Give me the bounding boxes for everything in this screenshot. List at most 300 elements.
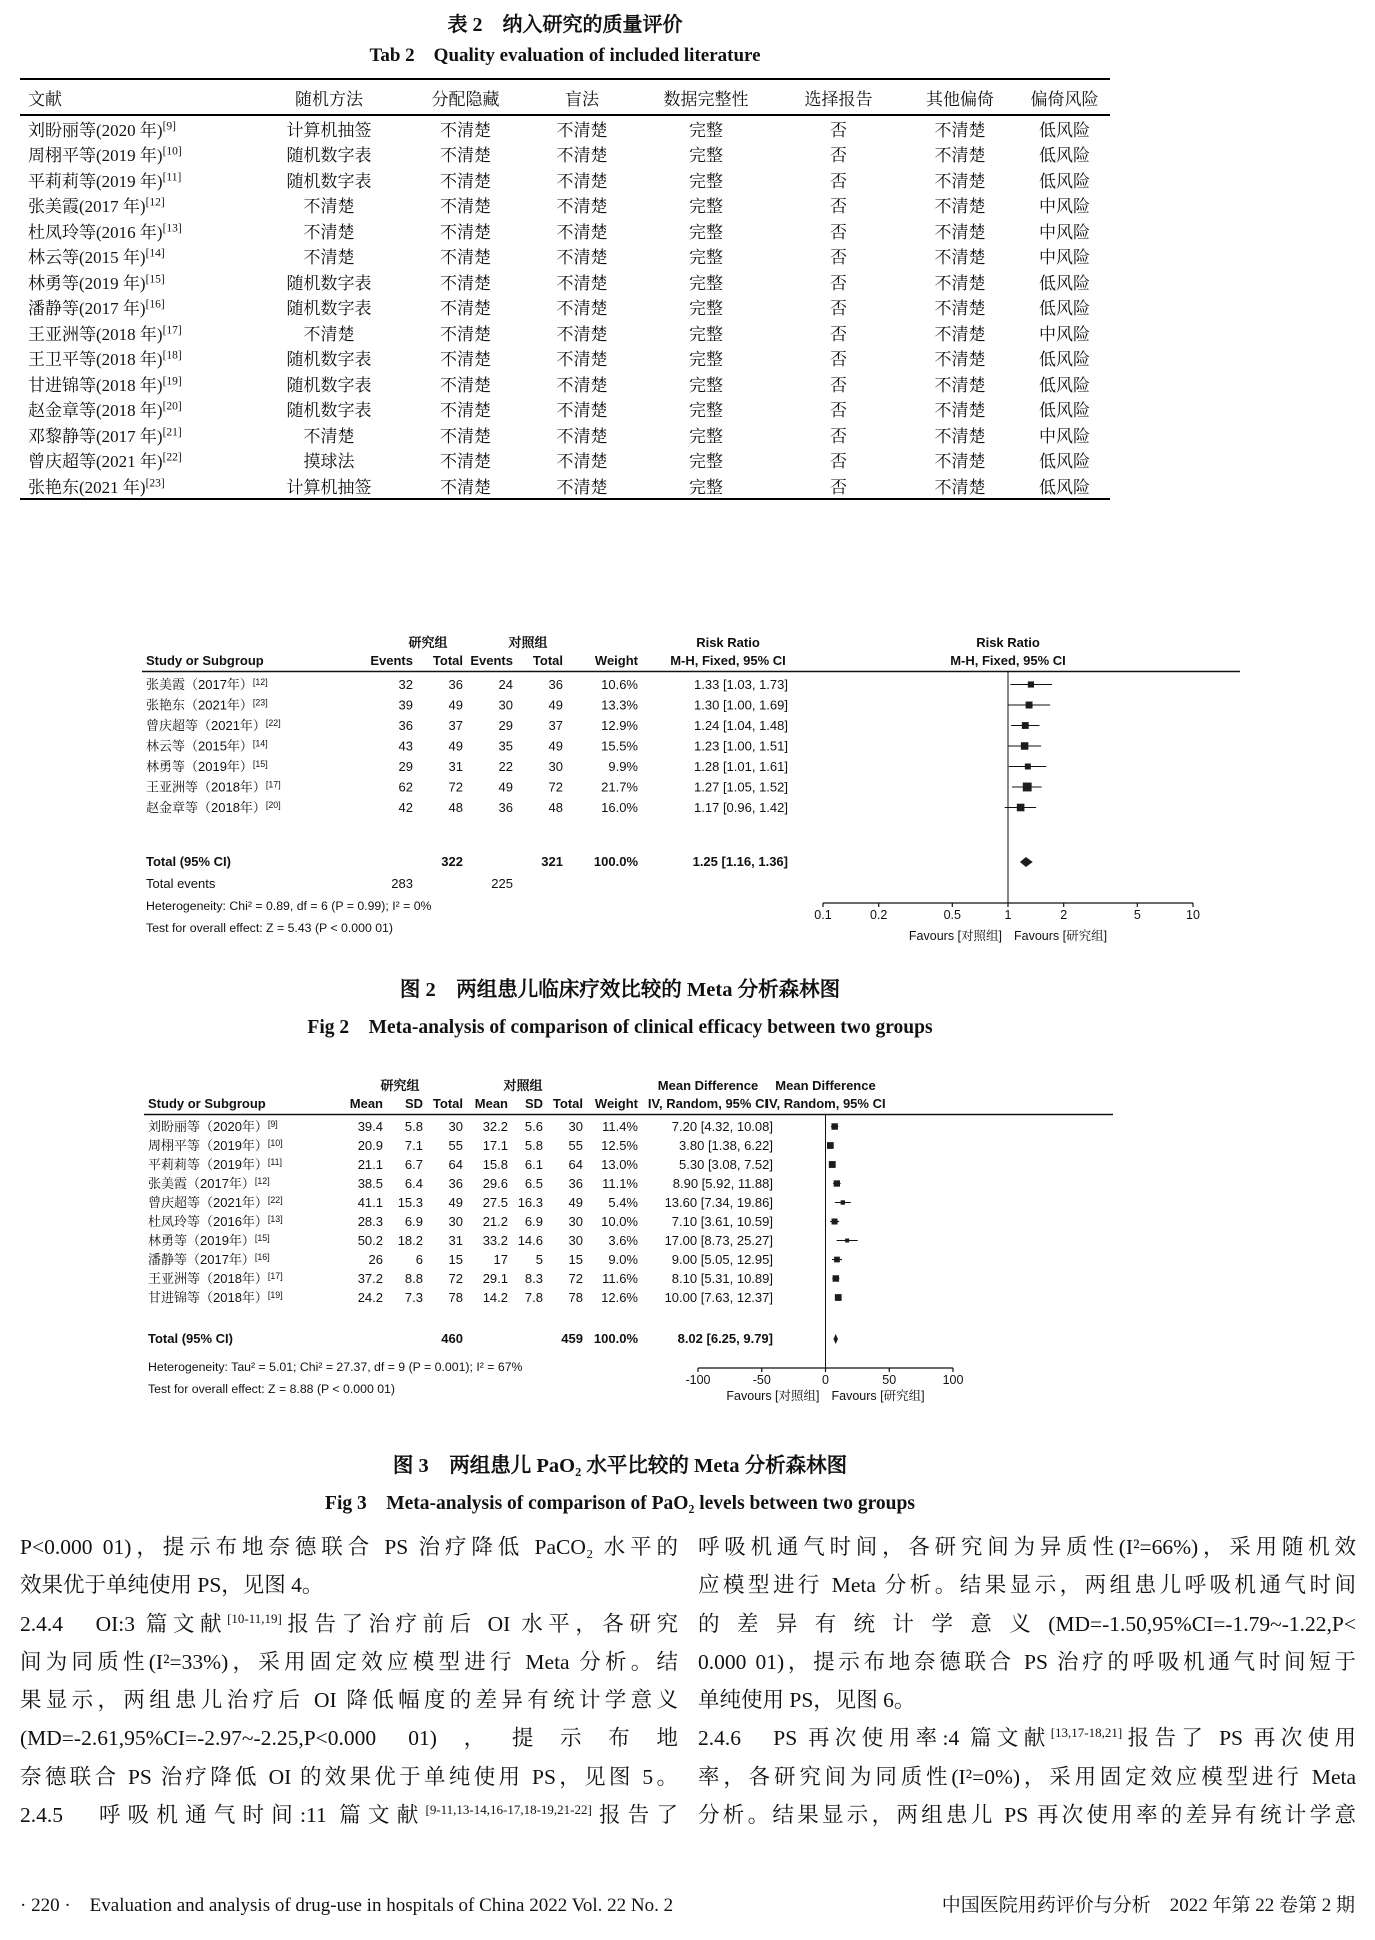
cell-value: 72 — [568, 1271, 583, 1286]
table-cell: 不清楚 — [440, 477, 491, 497]
table-cell: 不清楚 — [934, 197, 986, 217]
study-citation: 刘盼丽等(2020 年)[9] — [28, 120, 176, 140]
column-header: M-H, Fixed, 95% CI — [670, 653, 786, 668]
estimate-ci-value: 7.20 [4.32, 10.08] — [671, 1119, 773, 1134]
cell-value: 30 — [498, 697, 513, 713]
body-text-line: 分析。结果显示，两组患儿 PS 再次使用率的差异有统计学意 — [698, 1803, 1356, 1828]
table-cell: 完整 — [689, 197, 723, 217]
table-cell: 不清楚 — [556, 273, 608, 293]
table2-title-zh: 表 2 纳入研究的质量评价 — [447, 14, 683, 36]
study-label: 张美霞（2017年）[12] — [146, 677, 268, 692]
axis-tick-label: 50 — [882, 1373, 897, 1387]
cell-value: 78 — [568, 1290, 583, 1305]
cell-value: 10.6% — [601, 677, 638, 692]
body-text-line: 2.4.4 OI:3 篇文献[10-11,19]报告了治疗前后 OI 水平，各研究 — [20, 1610, 678, 1636]
study-citation: 邓黎静等(2017 年)[21] — [28, 426, 182, 446]
cell-value: 29.6 — [482, 1176, 508, 1191]
quality-evaluation-table — [20, 78, 1110, 500]
cell-value: 28.3 — [357, 1214, 383, 1229]
cell-value: 64 — [448, 1157, 463, 1172]
cell-value: 6.9 — [404, 1214, 423, 1229]
cell-value: 41.1 — [357, 1195, 383, 1210]
total-label: Total (95% CI) — [148, 1331, 233, 1346]
table-cell: 否 — [830, 452, 847, 472]
estimate-ci-value: 1.27 [1.05, 1.52] — [694, 779, 788, 795]
table-cell: 不清楚 — [556, 171, 608, 191]
table-cell: 不清楚 — [556, 426, 608, 446]
total-diamond — [1020, 857, 1033, 867]
cell-value: 11.4% — [602, 1119, 638, 1134]
study-label: 张艳东（2021年）[23] — [146, 697, 268, 713]
reference-superscript: [14] — [145, 247, 165, 260]
plot-effect-header: Mean Difference — [775, 1078, 876, 1093]
reference-superscript: [9-11,13-14,16-17,18-19,21-22] — [425, 1801, 592, 1817]
cell-value: 78 — [448, 1290, 463, 1305]
overall-effect-text: Test for overall effect: Z = 5.43 (P < 0.000 01) — [146, 921, 393, 935]
total-n2: 459 — [561, 1331, 583, 1346]
table-cell: 随机数字表 — [286, 375, 372, 395]
table-cell: 完整 — [689, 273, 723, 293]
axis-tick-label: 100 — [942, 1373, 964, 1387]
total-label: Total (95% CI) — [146, 854, 231, 869]
table-cell: 低风险 — [1039, 146, 1090, 166]
effect-square — [834, 1257, 840, 1263]
cell-value: 8.8 — [404, 1271, 423, 1286]
table-cell: 不清楚 — [934, 146, 986, 166]
column-header: Total — [532, 653, 563, 668]
group2-header: 对照组 — [503, 1078, 543, 1093]
table-cell: 完整 — [689, 222, 723, 242]
table-cell: 低风险 — [1039, 350, 1090, 370]
column-header: Total — [432, 1096, 463, 1111]
table-cell: 不清楚 — [556, 324, 608, 344]
cell-value: 21.2 — [482, 1214, 508, 1229]
table-cell: 完整 — [689, 171, 723, 191]
table-cell: 否 — [830, 273, 847, 293]
axis-tick-label: -100 — [685, 1373, 711, 1387]
cell-value: 32 — [398, 677, 413, 692]
cell-value: 33.2 — [482, 1233, 508, 1248]
reference-superscript: [10] — [162, 145, 182, 158]
cell-value: 6.4 — [404, 1176, 423, 1191]
study-citation: 张艳东(2021 年)[23] — [28, 476, 165, 497]
effect-square — [827, 1142, 834, 1149]
table-cell: 随机数字表 — [286, 401, 372, 421]
effect-square — [1021, 742, 1028, 749]
reference-superscript: [20] — [162, 400, 182, 413]
study-label: 赵金章等（2018年）[20] — [146, 800, 281, 815]
table-cell: 不清楚 — [556, 248, 608, 268]
reference-superscript: [9] — [162, 120, 176, 133]
body-text-line: 果显示，两组患儿治疗后 OI 降低幅度的差异有统计学意义 — [20, 1688, 678, 1713]
cell-value: 13.3% — [601, 697, 638, 713]
table-cell: 不清楚 — [440, 222, 491, 242]
table-cell: 不清楚 — [440, 452, 491, 472]
body-text-right-column — [698, 1528, 1356, 1834]
table-cell: 否 — [830, 197, 847, 217]
cell-value: 5.8 — [524, 1138, 543, 1153]
cell-value: 6.7 — [404, 1157, 423, 1172]
total-estimate: 1.25 [1.16, 1.36] — [692, 854, 788, 869]
body-text-line: 应模型进行 Meta 分析。结果显示，两组患儿呼吸机通气时间 — [698, 1573, 1356, 1598]
cell-value: 37 — [548, 718, 563, 733]
favours-right-label: Favours [研究组] — [831, 1389, 925, 1403]
column-header: Mean — [349, 1096, 383, 1111]
total-diamond — [833, 1334, 838, 1344]
table-cell: 完整 — [689, 121, 723, 140]
study-citation: 周栩平等(2019 年)[10] — [28, 145, 182, 166]
table-cell: 不清楚 — [934, 350, 986, 370]
cell-value: 5.6 — [524, 1119, 543, 1134]
cell-value: 48 — [548, 800, 563, 815]
table-cell: 不清楚 — [303, 248, 355, 268]
cell-value: 48 — [448, 800, 463, 815]
cell-value: 37 — [448, 718, 463, 733]
cell-value: 30 — [568, 1233, 583, 1248]
effect-square — [833, 1275, 839, 1281]
cell-value: 5.8 — [404, 1119, 423, 1134]
cell-value: 21.7% — [601, 779, 638, 795]
effect-square — [1022, 722, 1029, 729]
effect-square — [1017, 804, 1025, 812]
cell-value: 12.6% — [601, 1290, 638, 1305]
cell-value: 29 — [498, 718, 513, 733]
study-citation: 杜凤玲等(2016 年)[13] — [28, 222, 182, 242]
cell-value: 17.1 — [482, 1138, 508, 1153]
table-cell: 中风险 — [1039, 222, 1090, 242]
table-cell: 低风险 — [1039, 401, 1090, 421]
table-cell: 不清楚 — [440, 121, 491, 140]
study-citation: 曾庆超等(2021 年)[22] — [28, 451, 182, 472]
cell-value: 7.3 — [404, 1290, 423, 1305]
study-label: 林云等（2015年）[14] — [146, 738, 268, 754]
estimate-ci-value: 9.00 [5.05, 12.95] — [671, 1252, 773, 1267]
plot-method-header: M-H, Fixed, 95% CI — [950, 653, 1066, 668]
column-header: Study or Subgroup — [146, 653, 264, 668]
table-row — [20, 243, 1110, 269]
cell-value: 7.1 — [404, 1138, 423, 1153]
cell-value: 12.5% — [601, 1138, 638, 1153]
table-cell: 否 — [830, 248, 847, 268]
footer-journal-zh: 中国医院用药评价与分析 2022 年第 22 卷第 2 期 — [941, 1895, 1355, 1916]
table-cell: 否 — [830, 146, 847, 166]
cell-value: 24.2 — [357, 1290, 383, 1305]
table-cell: 不清楚 — [556, 452, 608, 472]
table-cell: 不清楚 — [440, 197, 491, 217]
table-cell: 不清楚 — [440, 324, 491, 344]
cell-value: 43 — [398, 738, 413, 754]
cell-value: 16.0% — [601, 800, 638, 815]
cell-value: 29.1 — [482, 1271, 508, 1286]
cell-value: 50.2 — [357, 1233, 383, 1248]
cell-value: 36 — [548, 677, 563, 692]
table-cell: 不清楚 — [303, 324, 355, 344]
cell-value: 31 — [448, 1233, 463, 1248]
column-header: IV, Random, 95% CI — [647, 1096, 769, 1111]
table-cell: 否 — [830, 350, 847, 370]
table-cell: 不清楚 — [934, 248, 986, 268]
table-cell: 不清楚 — [556, 477, 608, 497]
axis-tick-label: -50 — [752, 1373, 771, 1387]
table-cell: 计算机抽签 — [286, 121, 372, 140]
table-cell: 不清楚 — [440, 171, 491, 191]
table-cell: 不清楚 — [303, 426, 355, 446]
cell-value: 30 — [548, 759, 563, 774]
table-cell: 低风险 — [1039, 121, 1090, 140]
reference-superscript: [18] — [162, 349, 182, 362]
study-citation: 张美霞(2017 年)[12] — [28, 196, 165, 217]
axis-tick-label: 5 — [1133, 908, 1141, 922]
column-header: Events — [470, 653, 513, 668]
reference-superscript: [10-11,19] — [227, 1610, 282, 1626]
overall-effect-text: Test for overall effect: Z = 8.88 (P < 0.000 01) — [148, 1382, 395, 1396]
body-text-line: 2.4.6 PS 再次使用率:4 篇文献[13,17-18,21]报告了 PS 再次使用 — [698, 1725, 1357, 1751]
axis-tick-label: 0 — [822, 1373, 829, 1387]
reference-superscript: [13,17-18,21] — [1050, 1725, 1123, 1741]
estimate-ci-value: 13.60 [7.34, 19.86] — [664, 1195, 773, 1210]
effect-square — [832, 1218, 838, 1224]
effect-square — [829, 1161, 836, 1168]
table-row — [20, 320, 1110, 346]
cell-value: 11.6% — [602, 1271, 638, 1286]
cell-value: 72 — [448, 779, 463, 795]
axis-tick-label: 0.2 — [869, 908, 888, 922]
table-cell: 否 — [830, 426, 847, 446]
cell-value: 31 — [448, 759, 463, 774]
study-label: 杜凤玲等（2016年）[13] — [148, 1214, 283, 1229]
body-text-line: 2.4.5 呼吸机通气时间:11 篇文献[9-11,13-14,16-17,18-19,21-22]报告了 — [20, 1801, 678, 1828]
plot-effect-header: Risk Ratio — [976, 635, 1040, 650]
axis-tick-label: 1 — [1004, 908, 1012, 922]
table-cell: 不清楚 — [440, 299, 491, 319]
column-header: Weight — [594, 653, 638, 668]
table-cell: 中风险 — [1039, 248, 1090, 268]
table-cell: 完整 — [689, 452, 723, 472]
group1-header: 研究组 — [380, 1078, 420, 1093]
table-cell: 中风险 — [1039, 426, 1090, 446]
favours-left-label: Favours [对照组] — [726, 1389, 820, 1403]
study-citation: 平莉莉等(2019 年)[11] — [28, 171, 182, 191]
table-cell: 不清楚 — [934, 121, 986, 140]
study-citation: 甘进锦等(2018 年)[19] — [28, 375, 182, 395]
table-row — [20, 115, 1110, 141]
table-cell: 不清楚 — [556, 375, 608, 395]
table-cell: 随机数字表 — [286, 299, 372, 319]
column-header: Study or Subgroup — [148, 1096, 266, 1111]
estimate-ci-value: 3.80 [1.38, 6.22] — [679, 1138, 773, 1153]
column-header: 偏倚风险 — [1019, 79, 1110, 115]
column-header: 盲法 — [528, 79, 636, 115]
fig2-caption-en: Fig 2 Meta-analysis of comparison of clinical efficacy between two groups — [307, 1017, 933, 1038]
study-label: 潘静等（2017年）[16] — [148, 1252, 270, 1267]
table-cell: 不清楚 — [303, 222, 355, 242]
column-header: Total — [552, 1096, 583, 1111]
cell-value: 49 — [448, 697, 463, 713]
table-cell: 完整 — [689, 299, 723, 319]
cell-value: 6.5 — [524, 1176, 543, 1191]
table-cell: 否 — [830, 477, 847, 497]
table-cell: 不清楚 — [303, 197, 355, 217]
cell-value: 14.6 — [517, 1233, 543, 1248]
table2-title-en: Tab 2 Quality evaluation of included literature — [369, 45, 761, 66]
cell-value: 38.5 — [357, 1176, 383, 1191]
table-cell: 不清楚 — [440, 146, 491, 166]
table-row — [20, 294, 1110, 320]
table-cell: 中风险 — [1039, 197, 1090, 217]
cell-value: 36 — [568, 1176, 583, 1191]
table-cell: 不清楚 — [440, 350, 491, 370]
reference-superscript: [12] — [145, 196, 165, 209]
table-cell: 低风险 — [1039, 375, 1090, 395]
body-text-line: 效果优于单纯使用 PS，见图 4。 — [20, 1573, 324, 1598]
table-cell: 完整 — [689, 248, 723, 268]
column-header: Weight — [594, 1096, 638, 1111]
table-cell: 否 — [830, 375, 847, 395]
table-row — [20, 447, 1110, 473]
table-cell: 完整 — [689, 375, 723, 395]
table-cell: 摸球法 — [303, 452, 355, 472]
cell-value: 7.8 — [524, 1290, 543, 1305]
cell-value: 14.2 — [482, 1290, 508, 1305]
fig3-caption-zh: 图 3 两组患儿 PaO₂ 水平比较的 Meta 分析森林图 — [392, 1455, 848, 1477]
cell-value: 37.2 — [357, 1271, 383, 1286]
body-text-line: 间为同质性(I²=33%)，采用固定效应模型进行 Meta 分析。结 — [20, 1649, 678, 1674]
effect-square — [1025, 764, 1031, 770]
estimate-ci-value: 1.30 [1.00, 1.69] — [694, 697, 788, 713]
study-label: 曾庆超等（2021年）[22] — [146, 718, 281, 733]
table-cell: 不清楚 — [934, 477, 986, 497]
axis-tick-label: 0.1 — [814, 908, 832, 922]
table-cell: 不清楚 — [440, 248, 491, 268]
total-events-1: 283 — [391, 876, 413, 891]
cell-value: 22 — [498, 759, 513, 774]
quality-table-section — [20, 10, 1110, 500]
table-cell: 不清楚 — [934, 324, 986, 344]
total-weight: 100.0% — [593, 1331, 638, 1346]
cell-value: 26 — [368, 1252, 383, 1267]
table-row — [20, 345, 1110, 371]
body-text-line: 的差异有统计学意义(MD=-1.50,95%CI=-1.79~-1.22,P< — [698, 1611, 1356, 1636]
table-row — [20, 396, 1110, 422]
effect-square — [841, 1200, 845, 1204]
total-events-2: 225 — [491, 876, 513, 891]
cell-value: 27.5 — [482, 1195, 508, 1210]
table-cell: 否 — [830, 171, 847, 191]
cell-value: 72 — [548, 779, 563, 795]
estimate-ci-value: 17.00 [8.73, 25.27] — [664, 1233, 773, 1248]
table-cell: 否 — [830, 222, 847, 242]
cell-value: 49 — [448, 1195, 463, 1210]
table-cell: 不清楚 — [440, 273, 491, 293]
cell-value: 6 — [415, 1252, 423, 1267]
table-cell: 完整 — [689, 324, 723, 344]
cell-value: 62 — [398, 779, 413, 795]
study-citation: 赵金章等(2018 年)[20] — [28, 400, 182, 421]
cell-value: 12.9% — [601, 718, 638, 733]
effect-square — [845, 1239, 849, 1243]
table-cell: 不清楚 — [934, 375, 986, 395]
cell-value: 10.0% — [601, 1214, 638, 1229]
study-label: 平莉莉等（2019年）[11] — [148, 1157, 282, 1172]
estimate-ci-value: 5.30 [3.08, 7.52] — [679, 1157, 773, 1172]
table-cell: 完整 — [689, 401, 723, 421]
cell-value: 9.9% — [608, 759, 638, 774]
table-cell: 随机数字表 — [286, 350, 372, 370]
table-cell: 低风险 — [1039, 452, 1090, 472]
reference-superscript: [17] — [162, 324, 182, 337]
table-row — [20, 371, 1110, 397]
table-cell: 不清楚 — [934, 222, 986, 242]
table-cell: 低风险 — [1039, 477, 1090, 497]
cell-value: 35 — [498, 738, 513, 754]
effect-square — [1028, 681, 1034, 687]
favours-right-label: Favours [研究组] — [1014, 929, 1108, 943]
study-label: 王亚洲等（2018年）[17] — [146, 779, 281, 795]
study-label: 甘进锦等（2018年）[19] — [148, 1290, 283, 1305]
table-cell: 否 — [830, 121, 847, 140]
table-cell: 不清楚 — [556, 401, 608, 421]
effect-column-header: Mean Difference — [657, 1078, 759, 1093]
reference-superscript: [23] — [145, 476, 165, 489]
cell-value: 11.1% — [602, 1176, 638, 1191]
reference-superscript: [11] — [162, 171, 182, 184]
total-events-label: Total events — [146, 876, 216, 891]
effect-square — [831, 1123, 837, 1129]
table-cell: 随机数字表 — [286, 273, 372, 293]
estimate-ci-value: 8.90 [5.92, 11.88] — [672, 1176, 773, 1191]
study-label: 刘盼丽等（2020年）[9] — [148, 1119, 278, 1134]
fig2-forest-plot — [128, 633, 1248, 949]
estimate-ci-value: 1.28 [1.01, 1.61] — [694, 759, 788, 774]
table-row — [20, 473, 1110, 499]
table-cell: 完整 — [689, 477, 723, 497]
table-cell: 不清楚 — [556, 222, 608, 242]
axis-tick-label: 10 — [1186, 908, 1200, 922]
cell-value: 15.5% — [601, 738, 638, 754]
estimate-ci-value: 1.17 [0.96, 1.42] — [694, 800, 788, 815]
column-header: 选择报告 — [776, 79, 901, 115]
table-cell: 否 — [830, 401, 847, 421]
study-citation: 林勇等(2019 年)[15] — [28, 273, 165, 293]
cell-value: 36 — [448, 677, 463, 692]
footer-journal-en: · 220 · Evaluation and analysis of drug-use in hospitals of China 2022 Vol. 22 No. 2 — [20, 1895, 674, 1916]
cell-value: 64 — [568, 1157, 583, 1172]
estimate-ci-value: 1.33 [1.03, 1.73] — [694, 677, 788, 692]
plot-method-header: IV, Random, 95% CI — [765, 1096, 886, 1111]
fig2-caption-zh: 图 2 两组患儿临床疗效比较的 Meta 分析森林图 — [399, 979, 841, 1001]
table-cell: 低风险 — [1039, 171, 1090, 191]
cell-value: 30 — [568, 1214, 583, 1229]
cell-value: 36 — [448, 1176, 463, 1191]
effect-column-header: Risk Ratio — [696, 635, 760, 650]
body-text-line: (MD=-2.61,95%CI=-2.97~-2.25,P<0.000 01)，提示布地 — [20, 1726, 678, 1751]
table-cell: 不清楚 — [556, 350, 608, 370]
total-weight: 100.0% — [593, 854, 638, 869]
cell-value: 39.4 — [357, 1119, 383, 1134]
table-cell: 不清楚 — [556, 146, 608, 166]
table-cell: 不清楚 — [934, 452, 986, 472]
table-cell: 不清楚 — [556, 299, 608, 319]
table-cell: 不清楚 — [934, 401, 986, 421]
cell-value: 15.3 — [397, 1195, 423, 1210]
axis-tick-label: 0.5 — [943, 908, 962, 922]
table-row — [20, 192, 1110, 218]
column-header: SD — [404, 1096, 423, 1111]
total-estimate: 8.02 [6.25, 9.79] — [677, 1331, 773, 1346]
cell-value: 36 — [498, 800, 513, 815]
study-label: 王亚洲等（2018年）[17] — [148, 1271, 283, 1286]
cell-value: 8.3 — [524, 1271, 543, 1286]
